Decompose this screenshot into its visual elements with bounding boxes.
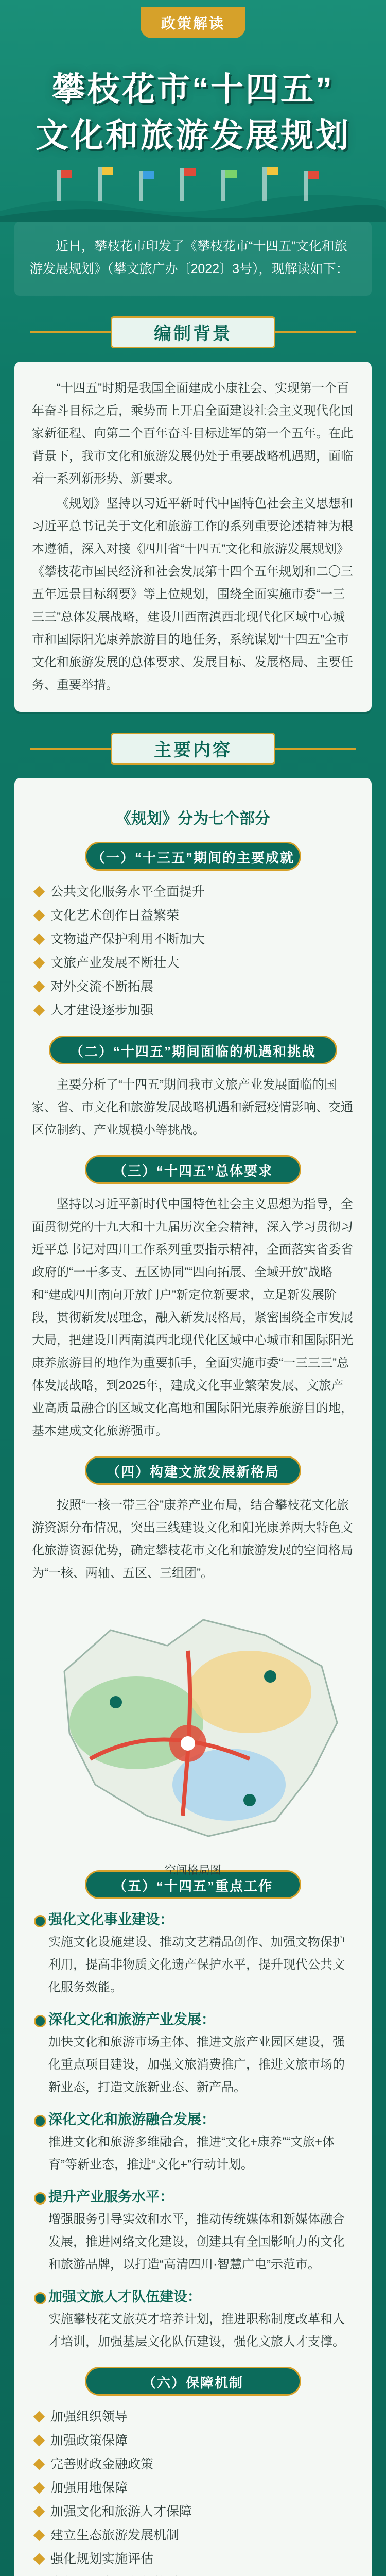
part-4-heading: （四）构建文旅发展新格局 xyxy=(85,1456,301,1485)
content-summary xyxy=(32,806,354,828)
part-1-list xyxy=(32,880,354,1022)
spatial-layout-map xyxy=(33,1589,353,1876)
content-summary-text: 《规划》分为七个部分 xyxy=(116,810,270,827)
list-item: 对外交流不断拓展 xyxy=(32,975,354,998)
intro-text: 近日，攀枝花市印发了《攀枝花市“十四五”文化和旅游发展规划》（攀文旅广办〔2022〕3号），现解读如下： xyxy=(14,222,372,296)
task-title: 加强文旅人才队伍建设： xyxy=(32,2285,354,2308)
flags-decoration xyxy=(0,165,386,201)
list-item: 完善财政金融政策 xyxy=(32,2452,354,2476)
task-text: 实施攀枝花文旅英才培养计划，推进职称制度改革和人才培训，加强基层文化队伍建设，强化文旅人才支撑。 xyxy=(48,2312,345,2349)
task-text: 增强服务引导实效和水平，推动传统媒体和新媒体融合发展，推进网络文化建设，创建具有全国影响力的文化和旅游品牌，以打造“高清四川·智慧广电”示范市。 xyxy=(48,2212,345,2272)
part-4-text: 按照“一核一带三谷”康养产业布局，结合攀枝花文化旅游资源分布情况，突出三线建设文化和阳光康养两大特色文化旅游资源优势，确定攀枝花市文化和旅游发展的空间格局为“一核、两轴、五区、三组团”。 xyxy=(32,1498,353,1580)
list-item: 强化规划实施评估 xyxy=(32,2547,354,2571)
list-item: 加强用地保障 xyxy=(32,2476,354,2500)
task-item xyxy=(32,1908,354,1999)
title-line-2: 文化和旅游发展规划 xyxy=(36,117,350,154)
list-item xyxy=(32,2571,354,2576)
map-graphic xyxy=(33,1589,353,1857)
map-caption: 空间格局图 xyxy=(164,1863,221,1876)
title-line-1: 攀枝花市“十四五” xyxy=(52,71,334,108)
list-item: 加强政策保障 xyxy=(32,2429,354,2452)
list-item: 文物遗产保护利用不断加大 xyxy=(32,927,354,951)
task-item xyxy=(32,2185,354,2276)
background-paragraph: “十四五”时期是我国全面建成小康社会、实现第一个百年奋斗目标之后，乘势而上开启全面建设社会主义现代化国家新征程、向第二个百年奋斗目标进军的第一个五年。在此背景下，我市文化和旅游发展仍处于重要战略机遇期，面临着一系列新形势、新要求。 xyxy=(32,381,353,486)
list-item: 文旅产业发展不断壮大 xyxy=(32,951,354,975)
list-item: 建立生态旅游发展机制 xyxy=(32,2523,354,2547)
part-6-heading: （六）保障机制 xyxy=(85,2367,301,2396)
background-card xyxy=(14,362,372,712)
task-title: 强化文化事业建设： xyxy=(32,1908,354,1931)
task-title: 深化文化和旅游融合发展： xyxy=(32,2108,354,2131)
list-item: 加强组织领导 xyxy=(32,2405,354,2429)
section-title-content: 主要内容 xyxy=(111,733,275,765)
hero-banner xyxy=(0,0,386,222)
part-5-heading: （五）“十四五”重点工作 xyxy=(85,1870,301,1899)
task-item xyxy=(32,2008,354,2099)
list-item: 加强文化和旅游人才保障 xyxy=(32,2500,354,2523)
part-3-text: 坚持以习近平新时代中国特色社会主义思想为指导，全面贯彻党的十九大和十九届历次全会精神，深入学习贯彻习近平总书记对四川工作系列重要指示精神，全面落实省委省政府的“一干多支、五区协同”“四向拓展、全域开放”战略和“建成四川南向开放门户”新定位新要求，立足新发展阶段，贯彻新发展理念，融入新发展格局，紧密围绕全市发展大局，把建设川西南滇西北现代化区域中心城市和国际阳光康养旅游目的地作为重要抓手，全面实施市委“一三三三”总体发展战略，到2025年，建成文化事业繁荣发展、文旅产业高质量融合的区域文化高地和国际阳光康养旅游目的地，基本建成文化旅游强市。 xyxy=(32,1197,353,1438)
task-title: 深化文化和旅游产业发展： xyxy=(32,2008,354,2031)
task-text: 实施文化设施建设、推动文艺精品创作、加强文物保护利用，提高非物质文化遗产保护水平，提升现代公共文化服务效能。 xyxy=(48,1935,345,1994)
part-2-heading: （二）“十四五”期间面临的机遇和挑战 xyxy=(49,1036,337,1064)
list-item: 人才建设逐步加强 xyxy=(32,998,354,1022)
task-text: 推进文化和旅游多维融合，推进“文化+康养”“文旅+体育”等新业态，推进“文化+”行动计划。 xyxy=(48,2135,335,2172)
task-item xyxy=(32,2285,354,2353)
part-1-heading: （一）“十三五”期间的主要成就 xyxy=(85,842,301,871)
list-item: 公共文化服务水平全面提升 xyxy=(32,880,354,904)
list-item: 文化艺术创作日益繁荣 xyxy=(32,904,354,927)
part-6-list xyxy=(32,2405,354,2576)
task-title: 提升产业服务水平： xyxy=(32,2185,354,2208)
part-3-heading: （三）“十四五”总体要求 xyxy=(85,1155,301,1184)
task-text: 加快文化和旅游市场主体、推进文旅产业园区建设，强化重点项目建设，加强文旅消费推广，推进文旅市场的新业态，打造文旅新业态、新产品。 xyxy=(48,2035,345,2094)
part-2-text: 主要分析了“十四五”期间我市文旅产业发展面临的国家、省、市文化和旅游发展战略机遇和新冠疫情影响、交通区位制约、产业规模小等挑战。 xyxy=(32,1078,353,1137)
content-card xyxy=(14,778,372,2576)
policy-tag: 政策解读 xyxy=(141,7,245,38)
task-item xyxy=(32,2108,354,2176)
page-title xyxy=(0,66,386,159)
background-paragraph: 《规划》坚持以习近平新时代中国特色社会主义思想和习近平总书记关于文化和旅游工作的系列重要论述精神为根本遵循，深入对接《四川省“十四五”文化和旅游发展规划》《攀枝花市国民经济和社会发展第十四个五年规划和二〇三五年远景目标纲要》等上位规划，围绕全面实施市委“一三三三”总体发展战略，建设川西南滇西北现代化区域中心城市和国际阳光康养旅游目的地任务，系统谋划“十四五”全市文化和旅游发展的总体要求、发展目标、发展格局、主要任务、重要举措。 xyxy=(32,497,353,692)
section-title-background: 编制背景 xyxy=(111,316,275,348)
